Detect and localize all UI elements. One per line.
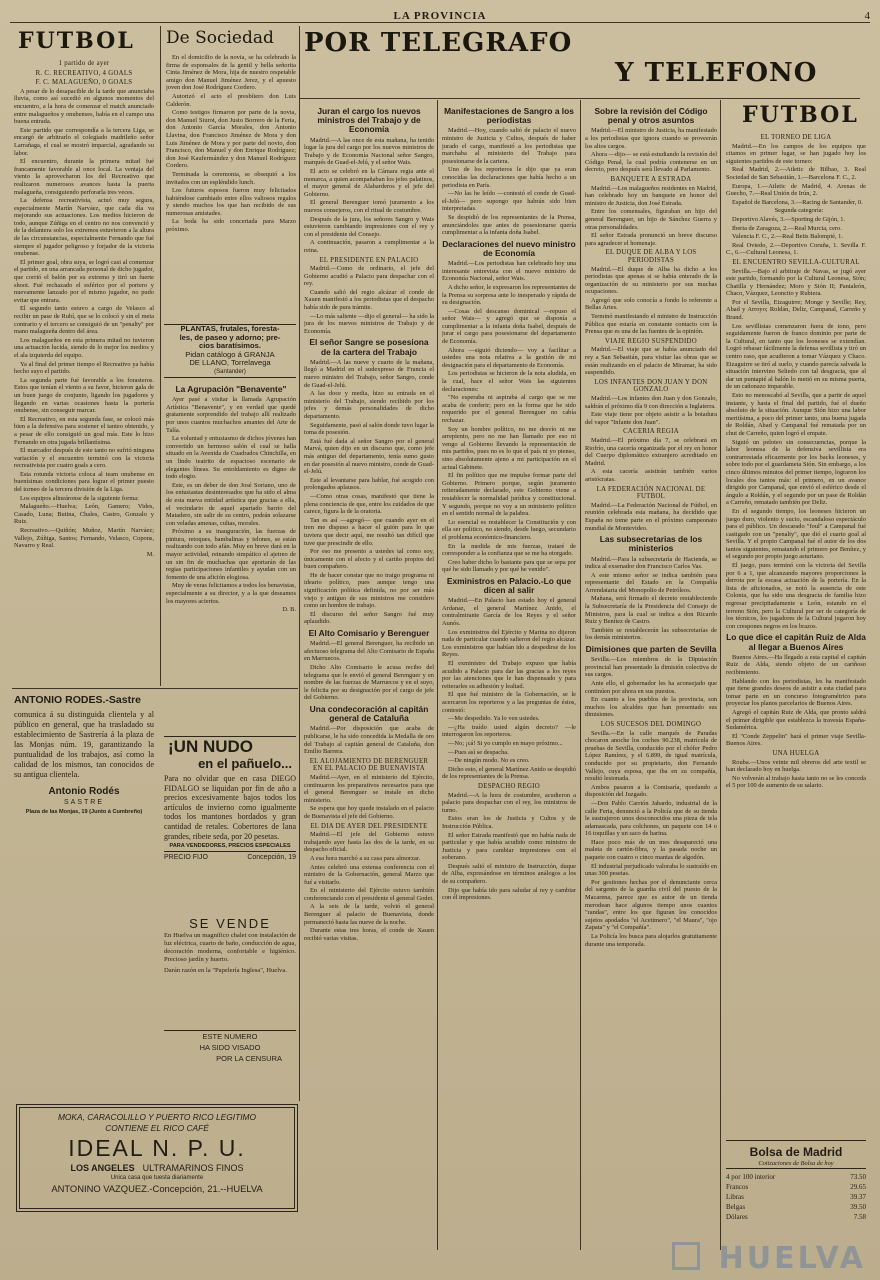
column-separator bbox=[160, 26, 161, 686]
paragraph: Iberia de Zaragoza, 2.—Real Murcia, cero. bbox=[732, 224, 842, 232]
headline: Lo que dice el capitán Ruiz de Alda al llegar a Buenos Aires bbox=[726, 632, 866, 652]
signature: D. B. bbox=[282, 606, 296, 614]
paragraph: Por eso me presento a ustedes tal como soy, únicamente con el afecto y el cariño propios del buen compañero. bbox=[304, 548, 434, 571]
futbol-left-subtitle: 1 partido de ayer bbox=[58, 60, 110, 67]
paragraph: Madrid.—Ayer, en el ministerio del Ejército, continuaron los preparativos necesarios para que el general Berenguer se instale en dicho ministerio. bbox=[304, 773, 434, 804]
ideal-shop-row bbox=[17, 1162, 297, 1174]
nudo-footer: PARA VENDEDORES, PRECIOS ESPECIALES bbox=[169, 843, 291, 850]
paragraph: También se restablecerán las subsecretarías de los demás ministerios. bbox=[585, 626, 717, 642]
watermark-text: HUELVA bbox=[718, 1241, 866, 1276]
paragraph: Español de Barcelona, 3.—Racing de Santander, 0. bbox=[732, 198, 863, 206]
bolsa-row bbox=[726, 1202, 866, 1212]
paragraph: Madrid.—El próximo día 7, se celebrará en Riofrío, una cacería organizada por el rey en honor del Cuerpo diplomático extranjero acreditado en Madrid. bbox=[585, 436, 717, 467]
se-vende-ad bbox=[164, 916, 296, 1028]
subheadline: CACERIA REGIA bbox=[623, 428, 679, 436]
bolsa-row bbox=[726, 1192, 866, 1202]
paragraph: Madrid.—Por disposición que acaba de publicarse, le ha sido concedida la Medalla de oro del Trabajo al capitán general de Cataluña, don Emilio Barrera. bbox=[304, 725, 434, 756]
paragraph: Ahora —dijo— se está estudiando la revisión del Código Penal, la cual podría contenerse en un decreto, pero después será llevado al Parlamento. bbox=[585, 151, 717, 174]
se-vende-title: SE VENDE bbox=[189, 916, 271, 931]
paragraph: Malagueño.—Huelva; León, Gamero; Vides, Casado, Luna; Butina, Chales, Castro, Gonzalo y Ruiz. bbox=[14, 503, 154, 526]
rodes-name: Antonio Rodés bbox=[48, 786, 120, 797]
bolsa-row bbox=[726, 1182, 866, 1192]
ideal-shop-type: ULTRAMARINOS FINOS bbox=[142, 1163, 244, 1173]
plantas-line: Pidan catálogo á GRANJA bbox=[185, 349, 275, 359]
paragraph: Valencia F. C., 2.—Real Betis Balompié, 1. bbox=[732, 233, 843, 241]
headline: Juran el cargo los nuevos ministros del Trabajo y de Economía bbox=[317, 106, 421, 135]
masthead-title: LA PROVINCIA bbox=[393, 10, 487, 22]
futbol-left-title: FUTBOL bbox=[18, 28, 135, 54]
paragraph: Cuando salió del regio alcázar el conde de Xauen manifestó a los periodistas que el despacho había sido de pura trámite. bbox=[304, 288, 434, 312]
bolsa-row-name: Belgas bbox=[726, 1202, 746, 1211]
paragraph: Hablando con los periodistas, les ha manifestado que tiene grandes deseos de asistir a esta ciudad para tomar parte en un concurso fotogramétrico para proyectar los planos parcelarios de Buenos Aires. bbox=[726, 677, 866, 708]
score-malagueno: F. C. MALAGUEÑO, 0 GOALS bbox=[35, 79, 133, 87]
bolsa-row bbox=[726, 1172, 866, 1182]
paragraph: A la seis de la tarde, volvió el general Berenguer al palacio de Buenavista, donde permaneció hasta las nueve de la noche. bbox=[304, 903, 434, 926]
paragraph: Madrid.—A las once de esta mañana, ha tenido lugar la jura del cargo por los nuevos ministros de Trabajo y de Economía Nacional señor Sangro, marqués de Guad-el-Jelú, y el señor Wais. bbox=[304, 136, 434, 167]
bolsa-table bbox=[726, 1172, 866, 1222]
paragraph: Lo esencial es restablecer la Constitución y con ella ser político, no siendo, desde luego, secundario el problema económico-financiero. bbox=[442, 518, 576, 541]
paragraph: El acto se celebró en la Cámara regia ante el monarca, a quien acompañaban los jefes palatinos, el mayor general de Alabarderos y el jefe del Gobierno. bbox=[304, 167, 434, 198]
telegrafo-title: POR TELEGRAFO bbox=[304, 28, 573, 58]
column-separator bbox=[437, 100, 438, 1250]
ideal-line2: CONTIENE EL RICO CAFÉ bbox=[105, 1123, 209, 1133]
bolsa-row-name: Dólares bbox=[726, 1212, 748, 1221]
paragraph: —Me despedido. Ya lo ven ustedes. bbox=[448, 715, 540, 723]
subheadline: LA FEDERACIÓN NACIONAL DE FUTBOL bbox=[596, 485, 706, 501]
paragraph: Como testigos firmaron por parte de la novia, don Manuel Siurot, don Justo Borrero de la Feria, don Antonio García Morales, don Antonio Llavina, don Francisco Jiménez de Mora y don Luis Jiménez de Mora y por parte del novio, don Francisco, don Manuel y don Enrique Rodríguez; don José Kaufermández y don Manuel Rodríguez Cordero. bbox=[166, 109, 296, 170]
paragraph: —De ningún modo. No es creo. bbox=[448, 757, 530, 765]
paragraph: El primer goal, obra suya, se logró casi al comenzar el partido, en una arrancada personal de dicho jugador, que corrió el balón por su extremo y tiró un fuerte shoot. Fué rechazado el esférico por el portero y nuevamente lanzado por el mismo jugador, no pudo evitar que entrara. bbox=[14, 258, 154, 304]
subheadline: EL DIA DE AYER DEL PRESIDENTE bbox=[310, 822, 428, 830]
futbol-right-article bbox=[726, 132, 866, 1132]
subheadline: EL ALOJAMIENTO DE BERENGUER EN EL PALACIO DE BUENAVISTA bbox=[309, 757, 429, 773]
telegrafo-col-c bbox=[585, 104, 717, 1254]
bolsa-row-value: 29.65 bbox=[850, 1182, 866, 1191]
paragraph: He de hacer constar que no traigo programa ni ideario político, pues aunque tengo una significación política definida, no por ser más viejo y antiguo de sus ministros me considero como un hombre de trabajo. bbox=[304, 571, 434, 610]
bolsa-row-value: 7.58 bbox=[853, 1212, 866, 1221]
paragraph: Dicho Alto Comisario le acusa recibo del telegrama que le envió el general Berenguer y en nombre de las fuerzas de Marruecos y en el suyo, le felicita por su designación por el cargo de jefe del Gobierno. bbox=[304, 664, 434, 702]
bolsa-row-name: 4 por 100 interior bbox=[726, 1172, 776, 1181]
paragraph: Dijo que había ido para saludar al rey y cambiar con él impresiones. bbox=[442, 886, 576, 902]
agrupacion-article bbox=[166, 382, 296, 722]
subheadline: LOS INFANTES DON JUAN Y DON GONZALO bbox=[594, 378, 708, 394]
paragraph: Los futuros esposos fueron muy felicitados habiéndose cambiado entre ellos valiosos regalos y siendo muchos los que han recibido de sus numerosas amistades. bbox=[166, 187, 296, 217]
paragraph: Durante estas tres horas, el conde de Xauen recibió varias visitas. bbox=[304, 927, 434, 942]
paragraph: Soy un hombre político, no me desvío ni me arrepiento, pero no me han llamado por eso ni vengo al Gobierno llevando la representación de mis partidos, pues no es lo que el país ni yo pienso, sino absolutamente ajeno a mi participación en el actual Gabinete. bbox=[442, 425, 576, 471]
headline: Una condecoración al capitán general de Cataluña bbox=[309, 704, 429, 724]
header-divider bbox=[300, 98, 860, 99]
se-vende-info: Darán razón en la "Papelería Inglesa", Huelva. bbox=[164, 967, 287, 974]
censura-line: HA SIDO VISADO bbox=[199, 1043, 261, 1052]
paragraph: Próximo a su inauguración, las fuerzas de pintura, retoques, bambalinas y telones, se están realizando con todo afán. Muy en breve dará en la mayor actividad, reinando simpático el ajetreo de un sin fin de muchachas que aportarán de las regias participaciones infantiles y ayudan con un fomento de una afición elogiosa. bbox=[166, 528, 296, 581]
paragraph: Sevilla.—Bajo el arbitraje de Navas, se jugó ayer este partido, formando por la Cultural Leonesa, Sión; Chatilla y Hernández; Moro y Sión II; Pantaleón, Chaco, Vázquez, Leoncito y Rubiera. bbox=[726, 267, 866, 298]
paragraph: Madrid.—A la hora de costumbre, acudieron a palacio para despachar con el rey, los ministros de turno. bbox=[442, 791, 576, 814]
subheadline: EL TORNEO DE LIGA bbox=[760, 134, 832, 141]
nudo-body: Para no olvidar que en casa DIEGO FIDALGO se liquidan por fin de año a precios excesivamente bajos todos los artículos de invierno como igualmente todos los mantones bordados y gran cantidad de retales. Cobertores de lana grandes, ribete seda, por 20 pesetas. bbox=[164, 774, 296, 841]
paragraph: A este mismo señor se indica también para representante del Estado en la Compañía Arrendataria del Monopolio de Petróleos. bbox=[585, 571, 717, 594]
paragraph: En el segundo tiempo, los leoneses hicieron un juego duro, violento y sucio, escandaloso espectáculo para el público. Un descarado "foul" a Campanal fué castigado con un "penalty", que dió el cuarto goal al Sevilla. Y el propio Campanal fué el autor de los dos tantos siguientes, rematando el primero por Benítez, y el segundo por propio juego asturiano. bbox=[726, 507, 866, 561]
paragraph: La Policía los busca para alojarlos gratuitamente durante una temporada. bbox=[585, 933, 717, 948]
nudo-price-label: PRECIO FIJO bbox=[164, 854, 208, 862]
paragraph: El señor Estrada manifestó que no había nada de particular y que había acudido como ministro de Justicia y para cambiar impresiones con el soberano. bbox=[442, 831, 576, 862]
paragraph: Muy de veras felicitamos a todos los benavistas, especialmente a su director, y a la que deseamos los mayores aciertos. bbox=[166, 582, 296, 605]
paragraph: —No; ¡cá! Si yo cumplo en mayo próximo... bbox=[448, 739, 563, 747]
paragraph: El exministro del Trabajo expuso que había acudido a Palacio para dar las gracias a los reyes por las atenciones que le han dispensado y para reiterarles su adhesión y lealtad. bbox=[442, 660, 576, 690]
bolsa-title: Bolsa de Madrid bbox=[749, 1145, 843, 1159]
paragraph: El segundo tanto estuvo a cargo de Velasco al recibir un pase de Rubí, que se lo colocó y sin el meta contrario y el tercero se consiguió de un "penalty" por mano malagueña dentro del área. bbox=[14, 305, 154, 336]
paragraph: Real Madrid, 2.—Atletic de Bilbao, 3. Real Sociedad de San Sebastián, 1.—Barcelona F. C., 2. bbox=[726, 166, 866, 181]
paragraph: Ambos pasaron a la Comisaría, quedando a disposición del Juzgado. bbox=[585, 783, 717, 799]
nudo-line1: ¡UN NUDO bbox=[168, 737, 253, 756]
paragraph: El discurso del señor Sangro fué muy aplaudido. bbox=[304, 610, 434, 626]
paragraph: Los periodistas se hicieron de la nota aludida, en la cual, hace el señor Wais las siguientes declaraciones: bbox=[442, 370, 576, 393]
signature: M. bbox=[146, 550, 154, 558]
subheadline: EL DUQUE DE ALBA Y LOS PERIODISTAS bbox=[605, 249, 697, 264]
paragraph: Rouba.—Unos veinte mil obreros del arte textil se han declarado hoy en huelga. bbox=[726, 758, 866, 774]
nudo-ad bbox=[164, 736, 296, 912]
paragraph: Madrid.—Los malagueños residentes en Madrid, han celebrado hoy un banquete en honor del ministro de Justicia, don José Estrada. bbox=[585, 184, 717, 207]
paragraph: Creo haber dicho lo bastante para que se sepa por qué he sido llamado y por qué he venido". bbox=[442, 558, 576, 574]
paragraph: Segunda categoría: bbox=[774, 207, 824, 215]
censura-line: POR LA CENSURA bbox=[216, 1054, 282, 1063]
telegrafo-col-b bbox=[442, 104, 576, 1254]
paragraph: Madrid.—A las nueve y cuarto de la mañana, llegó a Madrid en el sudexpreso de Francia el nuevo ministro del Trabajo, señor Sangro, conde de Guad-el-Jelú. bbox=[304, 358, 434, 389]
headline: El Alto Comisario y Berenguer bbox=[308, 628, 430, 639]
bolsa-box bbox=[726, 1140, 866, 1245]
plantas-line: PLANTAS, frutales, foresta- bbox=[180, 324, 280, 333]
column-separator bbox=[299, 26, 300, 1101]
paragraph: A continuación, pasaron a cumplimentar a la reina. bbox=[304, 239, 434, 254]
paragraph: No volverán al trabajo hasta tanto no se les conceda el 5 por 100 de aumento de su salario. bbox=[726, 774, 866, 790]
paragraph: —Lo más saliente —dijo el general— ha sido la jura de los nuevos ministros de Trabajo y de Economía. bbox=[304, 312, 434, 335]
ideal-shop: LOS ANGELES bbox=[70, 1163, 135, 1173]
plantas-line: les, de paseo y adorno; pre- bbox=[179, 332, 281, 342]
paragraph: Entre los comensales, figuraban un hijo del general Berenguer, un hijo de Sánchez Guerra y otras personalidades. bbox=[585, 208, 717, 231]
plantas-line: cios baratísimos. bbox=[198, 341, 262, 351]
nudo-line2: en el pañuelo... bbox=[198, 756, 292, 771]
rodes-ad-block bbox=[14, 694, 154, 874]
agrupacion-title: La Agrupación "Benavente" bbox=[175, 384, 287, 394]
paragraph: Madrid.—El general Berenguer, ha recibido un afectuoso telegrama del Alto Comisario de España en Marruecos. bbox=[304, 640, 434, 663]
bolsa-subtitle: Cotizaciones de Bolsa de hoy bbox=[726, 1160, 866, 1169]
paragraph: Los exministros del Ejército y Marina no dijeron nada de particular cuando salieron del regio alcázar. Los exministros que habían ido a despedirse de los Reyes. bbox=[442, 628, 576, 659]
subheadline: EL PRESIDENTE EN PALACIO bbox=[319, 256, 419, 264]
paragraph: —Cosas del descanso dominical —repuso el señor Wais— y agregó que se disponía a cumplimentar a la infanta doña Isabel, después de jurar el cargo para posesionarse del departamento de Economía. bbox=[442, 307, 576, 346]
paragraph: Madrid.—En Palacio han estado hoy el general Ardanaz, el general Martínez Anido, el contralmirante García de los Reyes y el señor Aunós. bbox=[442, 597, 576, 628]
paragraph: En la medida de mis fuerzas, trataré de corresponder a la confianza que se me ha otorgado. bbox=[442, 542, 576, 558]
paragraph: —¿Ha traído usted algún decreto? —le interrogaron los reporteros. bbox=[442, 723, 576, 739]
paragraph: Los malagueños en esta primera mitad no tuvieron una actuación lucida, siendo de lo mejor los medios y el ala izquierda del equipo. bbox=[14, 336, 154, 359]
rodes-trade: SASTRE bbox=[63, 799, 104, 806]
headline: Las subsecretarias de los ministerios bbox=[599, 534, 703, 554]
column-separator bbox=[580, 100, 581, 1250]
paragraph: Madrid.—El viaje que se había anunciado del rey a San Sebastián, para visitar las obras que se están realizando en el palacio de Miramar, ha sido suspendido. bbox=[585, 346, 717, 377]
rodes-address: Plaza de las Monjas, 19 (Junto á Cumbreño) bbox=[25, 809, 143, 815]
paragraph: Recreativo.—Quiñón; Muñoz, Martín Narváez; Vallejo, Zúñiga, Santos; Fernando, Velasco, Copons, Navarro y Real. bbox=[14, 527, 154, 550]
bolsa-row-name: Francos bbox=[726, 1182, 749, 1191]
paragraph: La boda ha sido concertada para Marzo próximo. bbox=[166, 218, 296, 234]
paragraph: El señor Estrada pronunció un breve discurso para agradecer el homenaje. bbox=[585, 232, 717, 247]
paragraph: Por el Sevilla, Eizaguirre; Monge y Seville; Rey, Abad y Arroyo; Roldán, Deliz, Campanal, Carreño y Brand. bbox=[726, 298, 866, 322]
paragraph: En cuanto a los pueblos de la provincia, son muchos los alcaldes que han presentado sus dimisiones. bbox=[585, 696, 717, 719]
paragraph: Madrid.—El jefe del Gobierno estuvo trabajando ayer hasta las dos de la tarde, en su despacho oficial. bbox=[304, 831, 434, 854]
paragraph: Después de la jura, los señores Sangro y Wais estuvieron cambiando impresiones con el rey y con el presidente del Consejo. bbox=[304, 215, 434, 238]
paragraph: Madrid.—Para la subsecretaría de Hacienda, se indica al exsenador don Francisco Carlos Vas. bbox=[585, 555, 717, 571]
paragraph: Real Oviedo, 2.—Deportivo Coruña, 1. Sevilla F. C., 6.—Cultural Leonesa, 1. bbox=[726, 241, 866, 257]
paragraph: El "Conde Zeppelin" hará el primer viaje Sevilla-Buenos Aires. bbox=[726, 732, 866, 748]
page-number: 4 bbox=[864, 10, 870, 22]
paragraph: Uno de los reporteros le dijo que ya eran conocidas las declaraciones que había hecho a un periodista en París. bbox=[442, 166, 576, 189]
paragraph: Ante ello, el gobernador les ha aconsejado que continúen por ahora en sus puestos. bbox=[585, 680, 717, 695]
paragraph: "No esperaba ni aspiraba al cargo que se me acaba de conferir; pero en la forma que he sido requerido por el general Berenguer no cabía rechazar. bbox=[442, 394, 576, 424]
paragraph: —Como otras cosas, manifestó que tiene la plena conciencia de que, entre los cuidados de que carece, figura la de la oratoria. bbox=[304, 492, 434, 516]
paragraph: Mañana, será firmado el decreto restableciendo la Subsecretaría de la Presidencia del Consejo de Ministros, para la cual se indica a don Ricardo Ruiz y Benítez de Castro. bbox=[585, 595, 717, 626]
subheadline: BANQUETE A ESTRADA bbox=[610, 175, 692, 183]
sociedad-article bbox=[166, 54, 296, 319]
paragraph: Autorizó el acto el presbítero don Luis Calderón. bbox=[166, 92, 296, 108]
paragraph: Esto no menoscabó al Sevilla, que a partir de aquel instante, y hasta el final del partido, fué el dueño absoluto de la situación. Aunque Sión hizo una labor meritísima, a poco del primer tanto, una buena jugada de Roldán, Abad y Campanal fué rematada por un chut de Carreño, quien logró el empate. bbox=[726, 392, 866, 437]
ideal-cafe-ad bbox=[16, 1104, 298, 1212]
paragraph: A esa hora marchó a su casa para almorzar. bbox=[310, 854, 421, 862]
headline: Declaraciones del nuevo ministro de Economía bbox=[442, 238, 576, 258]
plantas-line: DE LLANO, Torrelavega bbox=[189, 358, 271, 368]
paragraph: A dicho señor, le expresaron los representantes de la Prensa su sorpresa ante lo inesperado y rápida de su designación. bbox=[442, 283, 576, 307]
paragraph: Sevilla.—En la calle marqués de Paradas chocaron anoche los coches 90.238, matrícula de pruebas de Sevilla, conducido por el chófer Pedro López Ramírez, y el 6.899, de igual matrícula, conducido por su propietario, don Fernando Vallejo, cuya esposa, que iba en su compañía, resultó lesionada. bbox=[585, 729, 717, 783]
telegrafo-col-a bbox=[304, 104, 434, 1254]
column-separator bbox=[720, 100, 721, 1250]
subheadline: VIAJE REGIO SUSPENDIDO bbox=[605, 337, 697, 345]
headline: El señor Sangre se posesiona de la cartera del Trabajo bbox=[309, 337, 429, 357]
paragraph: Madrid.—Hoy, cuando salió de palacio el nuevo ministro de Justicia y Cultos, después de haber jurado el cargo, manifestó a los periodistas que marchaba al ministerio del Trabajo para posesionarse de la cartera. bbox=[442, 127, 576, 165]
subheadline: DESPACHO REGIO bbox=[478, 782, 540, 790]
paragraph: Buenos Aires.—Ha llegado a esta capital el capitán Ruiz de Alda, siendo objeto de un cariñoso recibimiento. bbox=[726, 653, 866, 676]
ideal-line1: MOKA, CARACOLILLO Y PUERTO RICO LEGITIMO bbox=[57, 1112, 257, 1122]
paragraph: Ahora —siguió diciendo— voy a facilitar a ustedes una nota relativa a la gestión de mi designación para el departamento de Economía. bbox=[442, 346, 576, 369]
paragraph: Madrid.—El ministro de Justicia, ha manifestado a los periodistas que ignora cuando se proveerán los altos cargos. bbox=[585, 127, 717, 150]
score-recreativo: R. C. RECREATIVO, 4 GOALS bbox=[35, 69, 133, 77]
paragraph: —Pues así se despacha. bbox=[448, 748, 509, 756]
paragraph: A las doce y media, hizo su entrada en el ministerio del Trabajo, siendo recibido por los jefes y demás personalidades de dicho departamento. bbox=[304, 390, 434, 421]
paragraph: Dicho esto, el general Martínez Anido se despidió de los representantes de la Prensa. bbox=[442, 765, 576, 781]
nudo-price-row bbox=[164, 851, 296, 861]
paragraph: Los sevillistas comenzaron fuera de tono, pero seguidamente fueron de franco dominio por parte de la Cultural, en tanto que los leoneses se extendían. Logró rebasar fácilmente la defensa sevillista y tiró un centro raso, que acudieron a tomar Vázquez y Chaco. Eizaguirre se tiró al suelo, y cuando parecía salvada la situación intervino Seliedo con tal desgracia, que al dar un puntapié al balón lo metió en su misma puerta, de un cañonazo imparable. bbox=[726, 322, 866, 391]
paragraph: Agregó que solo conocía a fondo lo referente a Bellas Artes. bbox=[585, 296, 717, 312]
nudo-address: Concepción, 19 bbox=[247, 854, 296, 862]
paragraph: La segunda parte fué favorable a los forasteros. Estos que tenían el viento a su favor, hicieron gala de un buen juego de conjunto, ligando los jugadores y llegando en varias ocasiones hasta la portería onubense, sin conseguir marcar. bbox=[14, 376, 154, 415]
plantas-ad bbox=[164, 324, 296, 378]
paragraph: Siguió un peloteo sin consecuencias, porque la labor leonesa de la defensiva sevillista era contrarrestada eficazmente por los backs leoneses, y sobre todo por el guardameta Sión. Sin embargo, a los cinco últimos minutos del primer tiempo, lograron los locales dos tantos más: el primero, en un avance dirigido por Campanal, que envió el esférico desde el ángulo a Roldán, y el segundo por un pase de Roldán a Carreño, rematado también por Deliz. bbox=[726, 438, 866, 507]
paragraph: Se espera que hoy quede instalado en el palacio de Buenavista el jefe del Gobierno. bbox=[304, 805, 434, 820]
paragraph: Terminada la ceremonia, se obsequió a los invitados con un espléndido lunch. bbox=[166, 170, 296, 186]
futbol-right-title: FUTBOL bbox=[742, 102, 859, 128]
bolsa-row bbox=[726, 1212, 866, 1222]
paragraph: Se despidió de los representantes de la Prensa, anunciándoles que antes de posesionarse quería cumplimentar a la infanta doña Isabel. bbox=[442, 213, 576, 237]
subheadline: UNA HUELGA bbox=[772, 749, 820, 757]
paragraph: El Recreativo, en esta segunda fase, se colocó más bien a la defensiva para sostener el tanteo obtenido, y a pesar de ello consiguió un goal más. Este lo hizo Fernando en otra jugada brillantísima. bbox=[14, 415, 154, 446]
paragraph: Ya al final del primer tiempo el Recreativo ya había hecho suyo el partido. bbox=[14, 360, 154, 376]
subheadline: EL ENCUENTRO SEVILLA-CULTURAL bbox=[732, 258, 860, 266]
paragraph: Este partido que correspondía a la tercera Liga, se encargó de arbitrarlo el colegiado madrileño señor Larrañaga, el cual se mostró imparcial, agradando su labor. bbox=[14, 126, 154, 157]
censura-line: ESTE NUMERO bbox=[202, 1032, 258, 1041]
paragraph: Ayer pasé a visitar la llamada Agrupación Artística "Benavente", y en verdad que quedé gratamente sorprendido del trabajo allí realizado por unos cuantos muchachos amantes del Arte de Talía. bbox=[166, 396, 296, 434]
ideal-brand: IDEAL N. P. U. bbox=[68, 1135, 246, 1161]
paragraph: Hace poco más de un mes desapareció una maleta de cartón-fibra, y la pasada noche un paquete con cuatro o cinco mantas de algodón. bbox=[585, 838, 717, 862]
paragraph: Está fué dada al señor Sangro por el general Marvá, quien dijo en un discurso que, como jefe más antiguo del departamento, tenía sumo gusto en dar posesión al nuevo ministro, conde de Guad-el-Jelú. bbox=[304, 437, 434, 476]
paragraph: El juego, pues terminó con la victoria del Sevilla por 6 a 1, que alcanzando mayores proporciones la derrota por la escasa actuación de la portería. En la lista de aficionados, se notó la ausencia de este Colonia, que ha sido una desgracia de familia hizo regresar precipitadamente a León, estando en el terreno Sión, pero la Cultural por ser de categoría de los técnicos, los jugadores de la Cultural jugaron hoy con crespones negros en los brazos. bbox=[726, 562, 866, 630]
paragraph: La defensa recreativista, actuó muy segura, especialmente Martín Narváez, que cada día va mejorando sus actuaciones. Los medios hicieron de todo, aunque Zúñiga en el centro no nos convenció y de la delantera solo los extremos estuvieron a la altura de las circunstancias, especialmente Fernando que fué siempre el jugador peligroso y forjador de la victoria onubense. bbox=[14, 197, 154, 258]
paragraph: Madrid.—El duque de Alba ha dicho a los periodistas que apenas si se había enterado de la organización de su ministerio por sus muchas ocupaciones. bbox=[585, 265, 717, 296]
bolsa-row-name: Libras bbox=[726, 1192, 744, 1201]
paragraph: Madrid.—La Federación Nacional de Fútbol, en reunión celebrada esta mañana, ha decidido que España no tome parte en el próximo campeonato mundial de Montevideo. bbox=[585, 501, 717, 532]
rodes-body: comunica á su distinguida clientela y al público en general, que ha trasladado su establecimiento de Sastrería á la plaza de las Monjas núm. 19, garantizando la puntualidad de los trabajos, así como la calidad de los mismos, tan conocidos de su antigua clientela. bbox=[14, 710, 154, 779]
paragraph: Deportivo Alavés, 3.—Sporting de Gijón, 1. bbox=[732, 215, 846, 223]
paragraph: Europa, 1.—Atletic de Madrid, 4. Arenas de Guecho, 7.—Real Unión de Irún, 2. bbox=[726, 182, 866, 198]
sociedad-title: De Sociedad bbox=[166, 28, 274, 48]
paragraph: Agregó el capitán Ruiz de Alda, que pronto saldrá el primer dirigible que establezca la travesía España-Sudamérica. bbox=[726, 708, 866, 732]
paragraph: Madrid.—Los periodistas han celebrado hoy una interesante entrevista con el nuevo ministro de Economía Nacional, señor Wais. bbox=[442, 260, 576, 283]
paragraph: El fin político que me impulse formar parte del Gobierno. Primero porque, según juramento reiteradamente declarado, este Gobierno viene a restablecer la normalidad jurídica y constitucional. Y segundo, porque no voy a un ministerio político en el sentido normal de la palabra. bbox=[442, 472, 576, 518]
paragraph: La voluntad y entusiasmo de dichos jóvenes han convertido un hermoso salón el cual se halla situado en la Avenida de Cuadrados Chinchilla, en un lindo teatrito de espacioso escenario de elegantes líneas. Su entoldamiento es digno de todo elogio. bbox=[166, 435, 296, 481]
paragraph: El que fué ministro de la Gobernación, se le acercaron los reporteros y a las preguntas de éstos, contestó: bbox=[442, 691, 576, 714]
paragraph: Tan es así —agregó— que cuando ayer en el tren me dispuso a hacer el guión para lo que tuviera que decir aquí, me resultó tan difícil que tuve que prescindir de ello. bbox=[304, 516, 434, 547]
bolsa-row-value: 39.50 bbox=[850, 1202, 866, 1211]
masthead bbox=[10, 6, 870, 23]
rodes-card bbox=[14, 785, 154, 816]
headline: Exministros en Palacio.-Lo que dicen al salir bbox=[446, 575, 572, 596]
watermark-bracket-icon bbox=[672, 1242, 700, 1270]
paragraph: Este al levantarse para hablar, fué acogido con prolongados aplausos. bbox=[304, 476, 434, 492]
paragraph: A pesar de lo desapacible de la tarde que anunciaba lluvia, como así sucedió en algunos momentos del encuentro, a la hora de comenzar el match anunciado entre malagueños y onubenses, había en el campo una buena entrada. bbox=[14, 87, 154, 126]
futbol-left-article bbox=[14, 58, 154, 686]
headline: Manifestaciones de Sangro a los periodistas bbox=[444, 106, 574, 126]
paragraph: El marcador después de este tanto no sufrió ninguna variación y el encuentro terminó con la victoria recreativista por cuatro goals a cero. bbox=[14, 447, 154, 470]
paragraph: Madrid.—Como de ordinario, el jefe del Gobierno acudió a Palacio para despachar con el rey. bbox=[304, 265, 434, 288]
paragraph: Este viaje tiene por objeto asistir a la botadura del vapor "Infante don Juan". bbox=[585, 411, 717, 426]
paragraph: Estos eran los de Justicia y Cultos y de Instrucción Pública. bbox=[442, 815, 576, 830]
headline: Sobre la revisión del Código penal y otros asuntos bbox=[594, 106, 708, 126]
paragraph: Después salió el ministro de Instrucción, duque de Alba, expresándose en términos análogos a los de su compañero. bbox=[442, 862, 576, 886]
ideal-note: Unica casa que tuesta diariamente bbox=[110, 1175, 204, 1181]
bolsa-row-value: 39.37 bbox=[850, 1192, 866, 1201]
paragraph: Sevilla.—Los miembros de la Diputación provincial han presentado la dimisión colectiva de sus cargos. bbox=[585, 656, 717, 679]
rodes-title: ANTONIO RODES.-Sastre bbox=[14, 694, 141, 706]
subheadline: LOS SUCESOS DEL DOMINGO bbox=[600, 720, 702, 728]
paragraph: Madrid.—En los campos de los equipos que citamos en primer lugar, se han jugado hoy los siguientes partidos de este torneo: bbox=[726, 142, 866, 165]
paragraph: En el ministerio del Ejército estuvo también conferenciando con el presidente el general Godet. bbox=[304, 887, 434, 902]
paragraph: En el domicilio de la novia, se ha celebrado la firma de esponsales de la gentil y bella señorita Cinta Jiménez de Mora, hija de nuestro respetable amigo don Manuel Jiménez Jerez, y el apuesto joven don José Rodríguez Cordero. bbox=[166, 54, 296, 92]
paragraph: Terminó manifestando el ministro de Instrucción Pública que estaría en constante contacto con la Prensa que es una de las fuentes de la opinión. bbox=[585, 313, 717, 336]
ideal-owner: ANTONINO VAZQUEZ.-Concepción, 21.--HUELVA bbox=[51, 1183, 263, 1194]
paragraph: —Don Pablo Carrión Jabardo, industrial de la calle Feria, denunció a la Policía que de su tienda le sustrajeron unos desconocidos una pieza de tela adamascada, para colchones, un paquete con 14 o 16 toquillas y un saco de harina. bbox=[585, 799, 717, 838]
paragraph: El general Berenguer tomó juramento a los nuevos consejeros, con el ritual de costumbre. bbox=[304, 199, 434, 214]
plantas-line: (Santander) bbox=[214, 368, 246, 375]
paragraph: Los equipos alineáronse de la siguiente forma: bbox=[20, 494, 139, 502]
paragraph: El industrial perjudicado valoraba lo sustraído en unas 300 pesetas. bbox=[585, 862, 717, 878]
paragraph: Este, es un deber de don José Soriano, uno de los entusiastas desinteresados que ha sido el alma de esta nueva entidad artística que gracias a ella, el vecindario de aquel apartado barrio del Matadero, sin salir de su centro, podrán solazarse con veladas amenas, cultas, morales. bbox=[166, 481, 296, 527]
paragraph: Madrid.—Los infantes don Juan y don Gonzalo, saldrán el próximo día 9 con dirección a Inglaterra. bbox=[585, 395, 717, 410]
paragraph: Antes celebró una extensa conferencia con el ministro de la Gobernación, general Marzo que fué a visitarlo. bbox=[304, 863, 434, 886]
censura-box bbox=[164, 1030, 296, 1083]
telefono-title: Y TELEFONO bbox=[615, 58, 818, 88]
se-vende-body: En Huelva un magnífico chalet con instalación de luz eléctrica, cuarto de baño, conducción de agua, decoración moderna, confortable e higiénico. Precioso jardín y huerto. bbox=[164, 932, 296, 963]
paragraph: Esta rotunda victoria coloca al team onubense en buenísimas condiciones para lograr el primer puesto del torneo de la tercera división de la Liga. bbox=[14, 470, 154, 494]
paragraph: El encuentro, durante la primera mitad fué francamente favorable al once local. La ventaja del viento la aprovecharon los del Recreativo que realizaron numerosos avances hasta la puerta malagueña, consiguiendo perforarla tres veces. bbox=[14, 158, 154, 196]
headline: Dimisiones que parten de Sevilla bbox=[585, 644, 717, 655]
paragraph: A esta cacería asistirán también varios aristócratas. bbox=[585, 468, 717, 483]
paragraph: Por gestiones hechas por el denunciante cerca del sargento de la guardia civil del puesto de la Macarena, parece que es autor de un tienda merodean hace algunos tiempo unos cuantos "randas", entre los que figuran los conocidos sujetos apodados "el Acetimero", "el Maura", "ojo Zapata" y "el Compañía". bbox=[585, 878, 717, 932]
bolsa-row-value: 73.50 bbox=[850, 1172, 866, 1181]
paragraph: Seguidamente, pasó al salón donde tuvo lugar la toma de posesión. bbox=[304, 421, 434, 437]
paragraph: —No las he leído —contestó el conde de Guad-el-Jelú— pero supongo que habrán sido bien interpretadas. bbox=[442, 190, 576, 213]
